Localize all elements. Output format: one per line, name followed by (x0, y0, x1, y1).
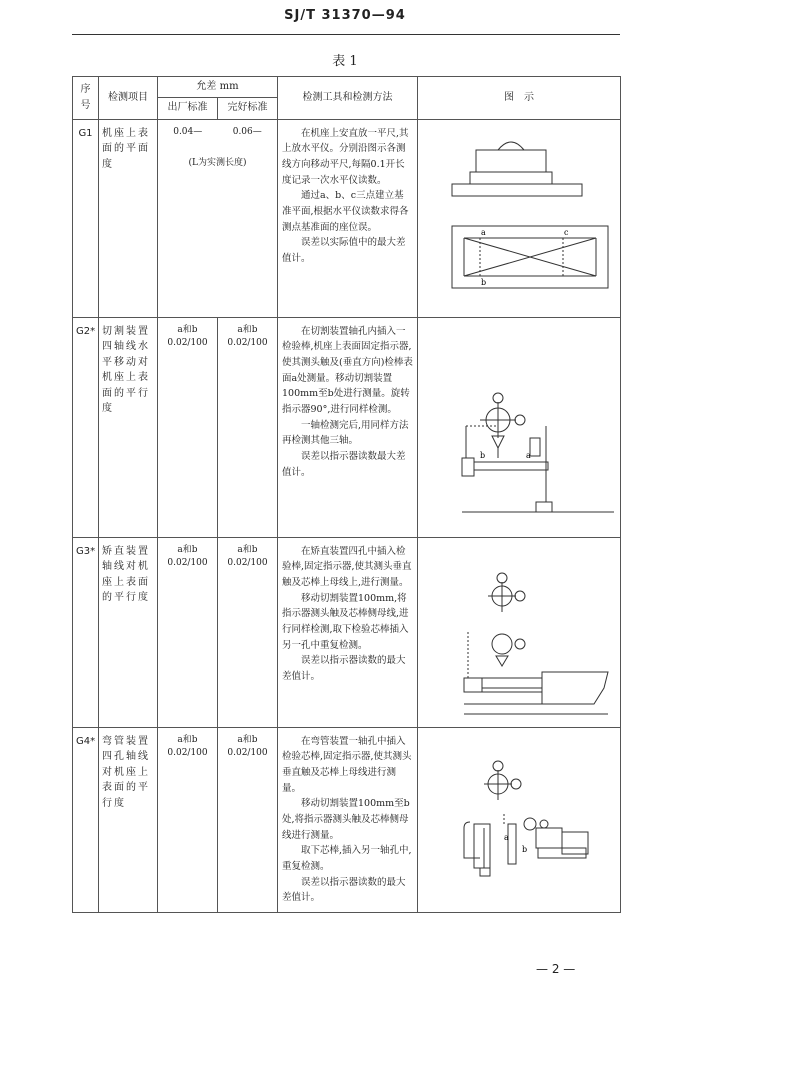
row-figure (418, 119, 621, 317)
row-no: G2* (73, 317, 99, 537)
method-para: 取下芯棒,插入另一轴孔中,重复检测。 (282, 845, 412, 872)
table-caption: 表 1 (332, 54, 358, 69)
table-row (73, 727, 621, 912)
row-method (278, 537, 418, 727)
point-label-b: b (481, 277, 487, 287)
col-header-factory: 出厂标准 (158, 97, 218, 119)
indicator-diagram-g2 (418, 318, 621, 536)
row-item: 切割装置四轴线水平移动对机座上表面的平行度 (99, 317, 158, 537)
method-para: 移动切割装置100mm至b处,将指示器测头触及芯棒侧母线进行测量。 (282, 798, 410, 841)
row-tolerance (158, 119, 278, 317)
method-para: 误差以指示器读数的最大差值计。 (282, 655, 406, 682)
tolerance-factory: a和b 0.02/100 (158, 317, 218, 537)
standard-code: SJ/T 31370—94 (284, 8, 406, 23)
row-method (278, 119, 418, 317)
col-header-acceptance: 完好标准 (218, 97, 278, 119)
length-note: (L为实测长度) (188, 158, 247, 169)
row-method (278, 727, 418, 912)
point-label-b: b (522, 844, 528, 854)
row-item: 机座上表面的平面度 (99, 119, 158, 317)
row-item: 矫直装置轴线对机座上表面的平行度 (99, 537, 158, 727)
tolerance-factory: a和b 0.02/100 (158, 727, 218, 912)
col-header-method: 检测工具和检测方法 (278, 77, 418, 120)
col-header-figure: 图 示 (418, 77, 621, 120)
row-item: 弯管装置四孔轴线对机座上表面的平行度 (99, 727, 158, 912)
point-label-a: a (526, 450, 531, 460)
indicator-diagram-g3 (418, 538, 621, 726)
method-para: 在机座上安直放一平尺,其上放水平仪。分别沿图示各测线方向移动平尺,每隔0.1开长度记录一次水平仪读数。 (282, 127, 409, 186)
col-header-item: 检测项目 (99, 77, 158, 120)
tolerance-acceptance: a和b 0.02/100 (218, 537, 278, 727)
row-no: G1 (73, 119, 99, 317)
row-figure (418, 317, 621, 537)
method-para: 通过a、b、c三点建立基准平面,根据水平仪读数求得各测点基准面的座位误。 (282, 190, 409, 233)
table-row (73, 317, 621, 537)
method-para: 移动切割装置100mm,将指示器测头触及芯棒侧母线,进行同样检测,取下检验芯棒插入另一孔中重复检测。 (282, 592, 409, 651)
method-para: 误差以指示器读数最大差值计。 (282, 450, 406, 478)
table-row (73, 537, 621, 727)
row-figure (418, 537, 621, 727)
method-para: 在弯管装置一轴孔中插入检验芯棒,固定指示器,使其测头垂直触及芯棒上母线进行测量。 (282, 735, 412, 794)
method-para: 在矫直装置四孔中插入检验棒,固定指示器,使其测头垂直触及芯棒上母线上,进行测量。 (282, 545, 412, 588)
page-number: — 2 — (536, 962, 576, 976)
row-no: G4* (73, 727, 99, 912)
method-para: 误差以实际值中的最大差值计。 (282, 237, 406, 264)
tolerance-factory: a和b 0.02/100 (158, 537, 218, 727)
tolerance-acceptance: 0.06— (232, 126, 262, 137)
row-method (278, 317, 418, 537)
point-label-a: a (504, 832, 509, 842)
point-label-c: c (564, 227, 569, 237)
header-rule (72, 34, 620, 35)
tolerance-acceptance: a和b 0.02/100 (218, 317, 278, 537)
row-no: G3* (73, 537, 99, 727)
point-label-a: a (481, 227, 486, 237)
row-figure (418, 727, 621, 912)
method-para: 在切割装置轴孔内插入一检验棒,机座上表面固定指示器,使其测头触及(垂直方向)检棒表面a处测量。移动切割装置100mm至b处进行测量。旋转指示器90°,进行同样检测。 (282, 325, 413, 415)
flatness-diagram (418, 120, 621, 316)
method-para: 误差以指示器读数的最大差值计。 (282, 876, 406, 904)
tolerance-factory: 0.04— (173, 126, 203, 137)
col-header-no: 序号 (73, 77, 99, 120)
indicator-diagram-g4 (418, 728, 621, 896)
inspection-table (72, 76, 621, 913)
method-para: 一轴检测完后,用同样方法再检测其他三轴。 (282, 419, 409, 447)
tolerance-acceptance: a和b 0.02/100 (218, 727, 278, 912)
point-label-b: b (480, 450, 486, 460)
table-row (73, 119, 621, 317)
col-header-tolerance: 允差 mm (158, 77, 278, 98)
